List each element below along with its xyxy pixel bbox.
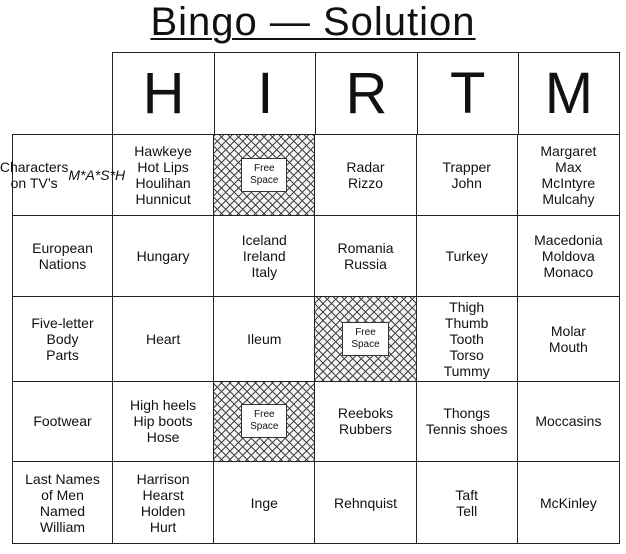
column-header-i: I — [214, 53, 315, 134]
answer-cell-i: Ileum — [214, 297, 315, 382]
answer-cell-r: Rehnquist — [315, 462, 416, 543]
answer-cell-t: Taft Tell — [417, 462, 518, 543]
answer-cell-r: Romania Russia — [315, 216, 416, 297]
answer-cell-t: Trapper John — [417, 135, 518, 216]
answer-cell-m: McKinley — [539, 494, 597, 511]
category-text: Characters on TV’s — [0, 158, 69, 191]
answer-cell-m: Margaret Max McIntyre Mulcahy — [518, 135, 619, 216]
column-header-r: R — [315, 53, 416, 134]
answer-cell-h: Hungary — [113, 216, 214, 297]
category-label — [13, 297, 113, 382]
answer-cell-i: Inge — [214, 462, 315, 543]
category-text: Last Names of Men Named William — [25, 470, 100, 535]
category-label — [13, 382, 113, 463]
free-space-label: Free Space — [241, 404, 287, 438]
answer-cell-h: Hawkeye Hot Lips Houlihan Hunnicut — [113, 135, 214, 216]
free-space-cell — [315, 297, 416, 382]
category-label — [13, 462, 113, 543]
column-header-h: H — [142, 60, 185, 126]
category-italic-text: M*A*S*H — [68, 166, 126, 183]
answer-cell-t: Thongs Tennis shoes — [417, 382, 518, 463]
category-label — [13, 216, 113, 297]
free-space-cell — [214, 135, 315, 216]
answer-cell-r: Radar Rizzo — [315, 135, 416, 216]
category-text: European Nations — [32, 239, 93, 272]
answer-cell-t: Turkey — [417, 216, 518, 297]
free-space-label: Free Space — [241, 158, 287, 192]
free-space-cell — [214, 382, 315, 463]
category-text: Footwear — [33, 413, 92, 430]
bingo-header-row — [112, 52, 620, 134]
column-header-m: M — [518, 53, 619, 134]
answer-cell-h: Heart — [113, 297, 214, 382]
free-space-label: Free Space — [342, 322, 388, 356]
category-text: Five-letter Body Parts — [31, 314, 94, 363]
answer-cell-t: Thigh Thumb Tooth Torso Tummy — [417, 297, 518, 382]
category-label — [0, 135, 126, 216]
answer-cell-h: Harrison Hearst Holden Hurt — [113, 462, 214, 543]
answer-cell-i: Iceland Ireland Italy — [214, 216, 315, 297]
answer-cell-m: Macedonia Moldova Monaco — [518, 216, 619, 297]
column-header-t: T — [417, 53, 518, 134]
answer-cell-r: Reeboks Rubbers — [315, 382, 416, 463]
answer-cell-m: Molar Mouth — [518, 297, 619, 382]
page-title: Bingo — Solution — [150, 0, 476, 44]
answer-cell-m: Moccasins — [518, 382, 619, 463]
bingo-grid — [0, 134, 620, 544]
answer-cell-h: High heels Hip boots Hose — [113, 382, 214, 463]
